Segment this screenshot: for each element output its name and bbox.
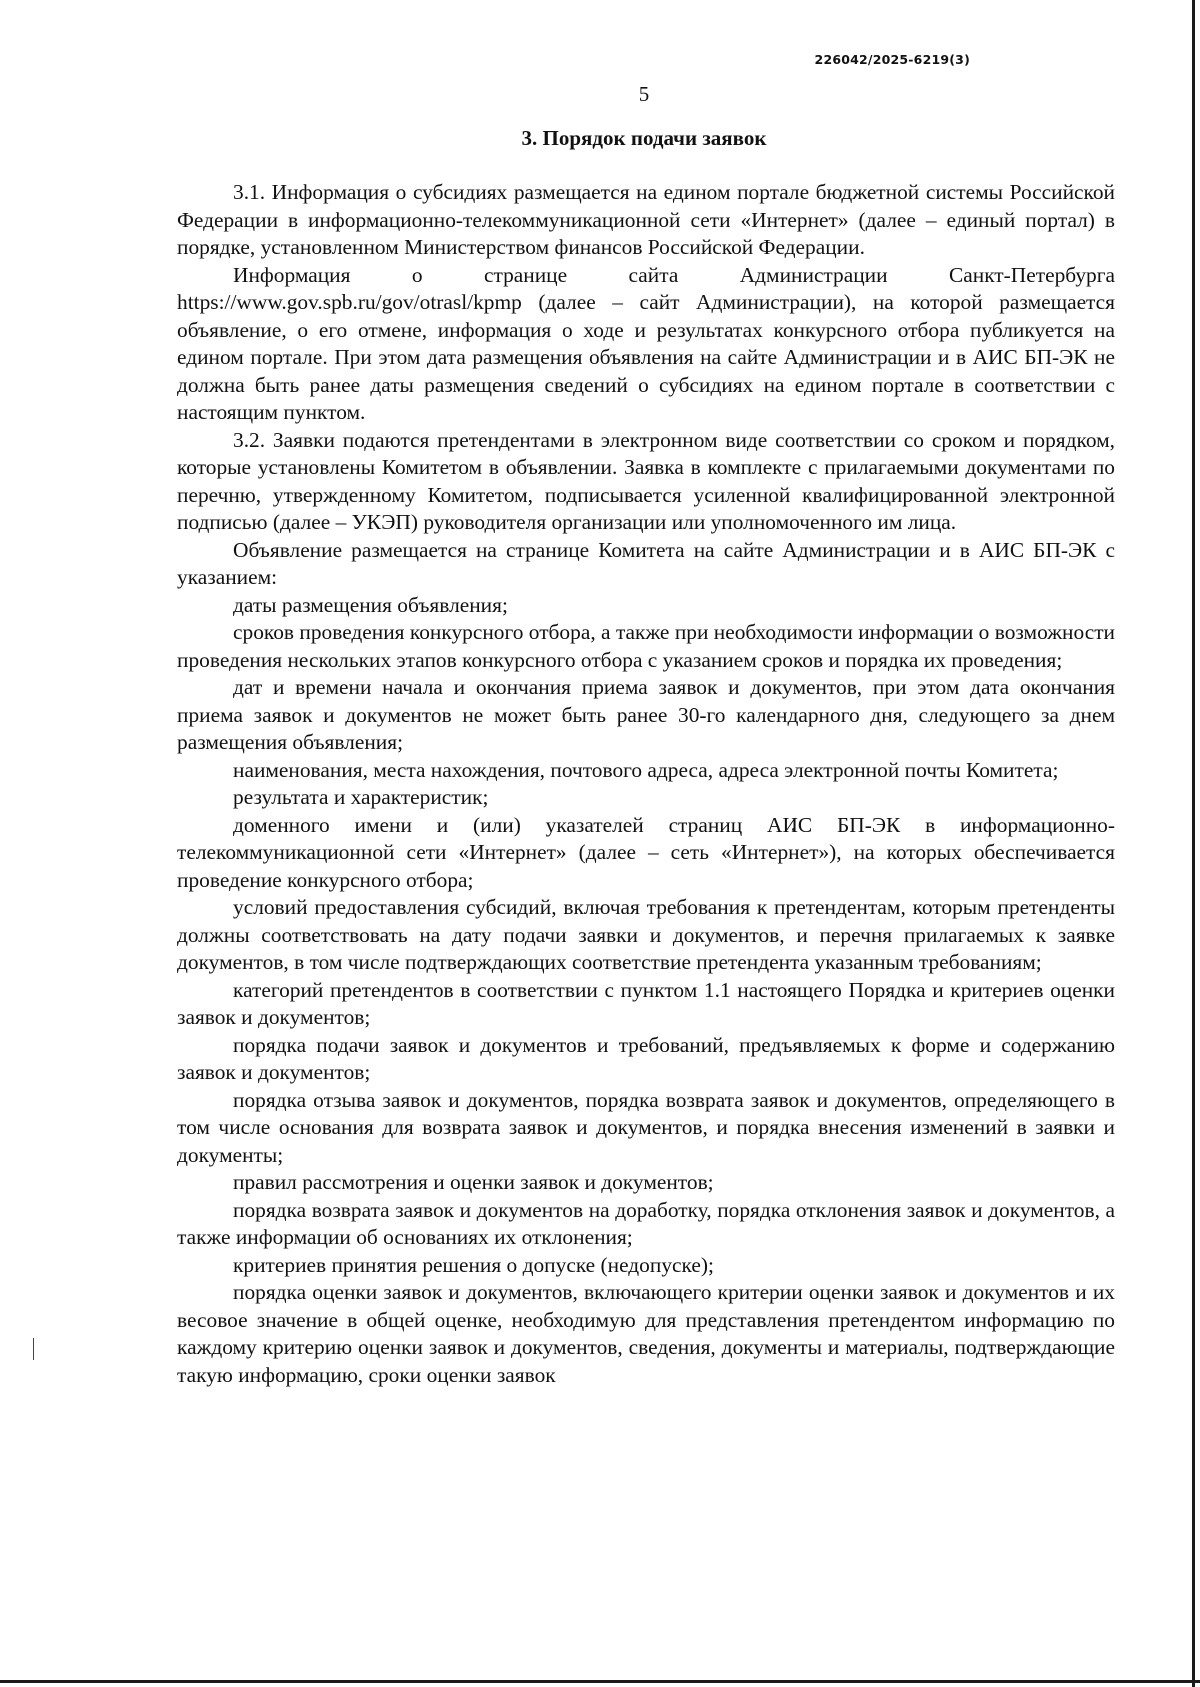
paragraph-info-page: Информация о странице сайта Администрации Санкт-Петербурга https://www.gov.spb.ru/gov/otrasl/kpmp (далее – сайт Администрации), на которой размещается объявление, о его отмене, информация о ходе и результатах конкурсного отбора публикуется на едином портале. При этом дата размещения объявления на сайте Администрации и в АИС БП-ЭК не должна быть ранее даты размещения сведений о субсидиях на едином портале в соответствии с настоящим пунктом. xyxy=(177,262,1115,424)
list-item: порядка возврата заявок и документов на доработку, порядка отклонения заявок и документов, а также информации об основаниях их отклонения; xyxy=(177,1197,1115,1249)
list-item: правил рассмотрения и оценки заявок и документов; xyxy=(233,1170,714,1194)
scan-border-bottom xyxy=(0,1680,1200,1683)
list-item: категорий претендентов в соответствии с пунктом 1.1 настоящего Порядка и критериев оценки заявок и документов; xyxy=(177,977,1115,1029)
paragraph-announcement: Объявление размещается на странице Комитета на сайте Администрации и в АИС БП-ЭК с указанием: xyxy=(177,537,1115,589)
section-title: 3. Порядок подачи заявок xyxy=(521,126,767,150)
list-item: дат и времени начала и окончания приема заявок и документов, при этом дата окончания приема заявок и документов не может быть ранее 30-го календарного дня, следующего за днем размещения объявления; xyxy=(177,675,1115,754)
list-item: даты размещения объявления; xyxy=(233,592,508,617)
margin-mark xyxy=(33,1338,34,1360)
list-item: сроков проведения конкурсного отбора, а также при необходимости информации о возможности проведения нескольких этапов конкурсного отбора с указанием сроков и порядка их проведения; xyxy=(177,620,1115,672)
list-item: критериев принятия решения о допуске (недопуске); xyxy=(233,1252,714,1277)
paragraph-3-2: 3.2. Заявки подаются претендентами в электронном виде соответствии со сроком и порядком, которые установлены Комитетом в объявлении. Заявка в комплекте с прилагаемыми документами по перечню, утвержденному Комитетом, подписывается усиленной квалифицированной электронной подписью (далее – УКЭП) руководителя организации или уполномоченного им лица. xyxy=(177,427,1115,534)
list-item: результата и характеристик; xyxy=(233,785,489,809)
list-item: порядка отзыва заявок и документов, порядка возврата заявок и документов, определяющего в том числе основания для возврата заявок и документов, и порядка внесения изменений в заявки и документы; xyxy=(177,1087,1115,1167)
list-item: доменного имени и (или) указателей страниц АИС БП-ЭК в информационно-телекоммуникационной сети «Интернет» (далее – сеть «Интернет»), на которых обеспечивается проведение конкурсного отбора; xyxy=(177,812,1115,892)
list-item: порядка оценки заявок и документов, включающего критерии оценки заявок и документов и их весовое значение в общей оценке, необходимую для представления претендентом информацию по каждому критерию оценки заявок и документов, сведения, документы и материалы, подтверждающие такую информацию, сроки оценки заявок xyxy=(177,1280,1115,1387)
page-number: 5 xyxy=(638,82,650,106)
list-item: наименования, места нахождения, почтового адреса, адреса электронной почты Комитета; xyxy=(233,757,1059,782)
document-id: 226042/2025-6219(3) xyxy=(814,52,970,67)
paragraph-3-1: 3.1. Информация о субсидиях размещается на едином портале бюджетной системы Российской Федерации в информационно-телекоммуникационной сети «Интернет» (далее – единый портал) в порядке, установленном Министерством финансов Российской Федерации. xyxy=(177,180,1115,259)
list-item: условий предоставления субсидий, включая требования к претендентам, которым претенденты должны соответствовать на дату подачи заявки и документов, и перечня прилагаемых к заявке документов, в том числе подтверждающих соответствие претендента указанным требованиям; xyxy=(177,895,1115,974)
document-body xyxy=(177,179,1115,1389)
list-item: порядка подачи заявок и документов и требований, предъявляемых к форме и содержанию заявок и документов; xyxy=(177,1032,1115,1084)
scan-border-right xyxy=(1192,0,1195,1687)
